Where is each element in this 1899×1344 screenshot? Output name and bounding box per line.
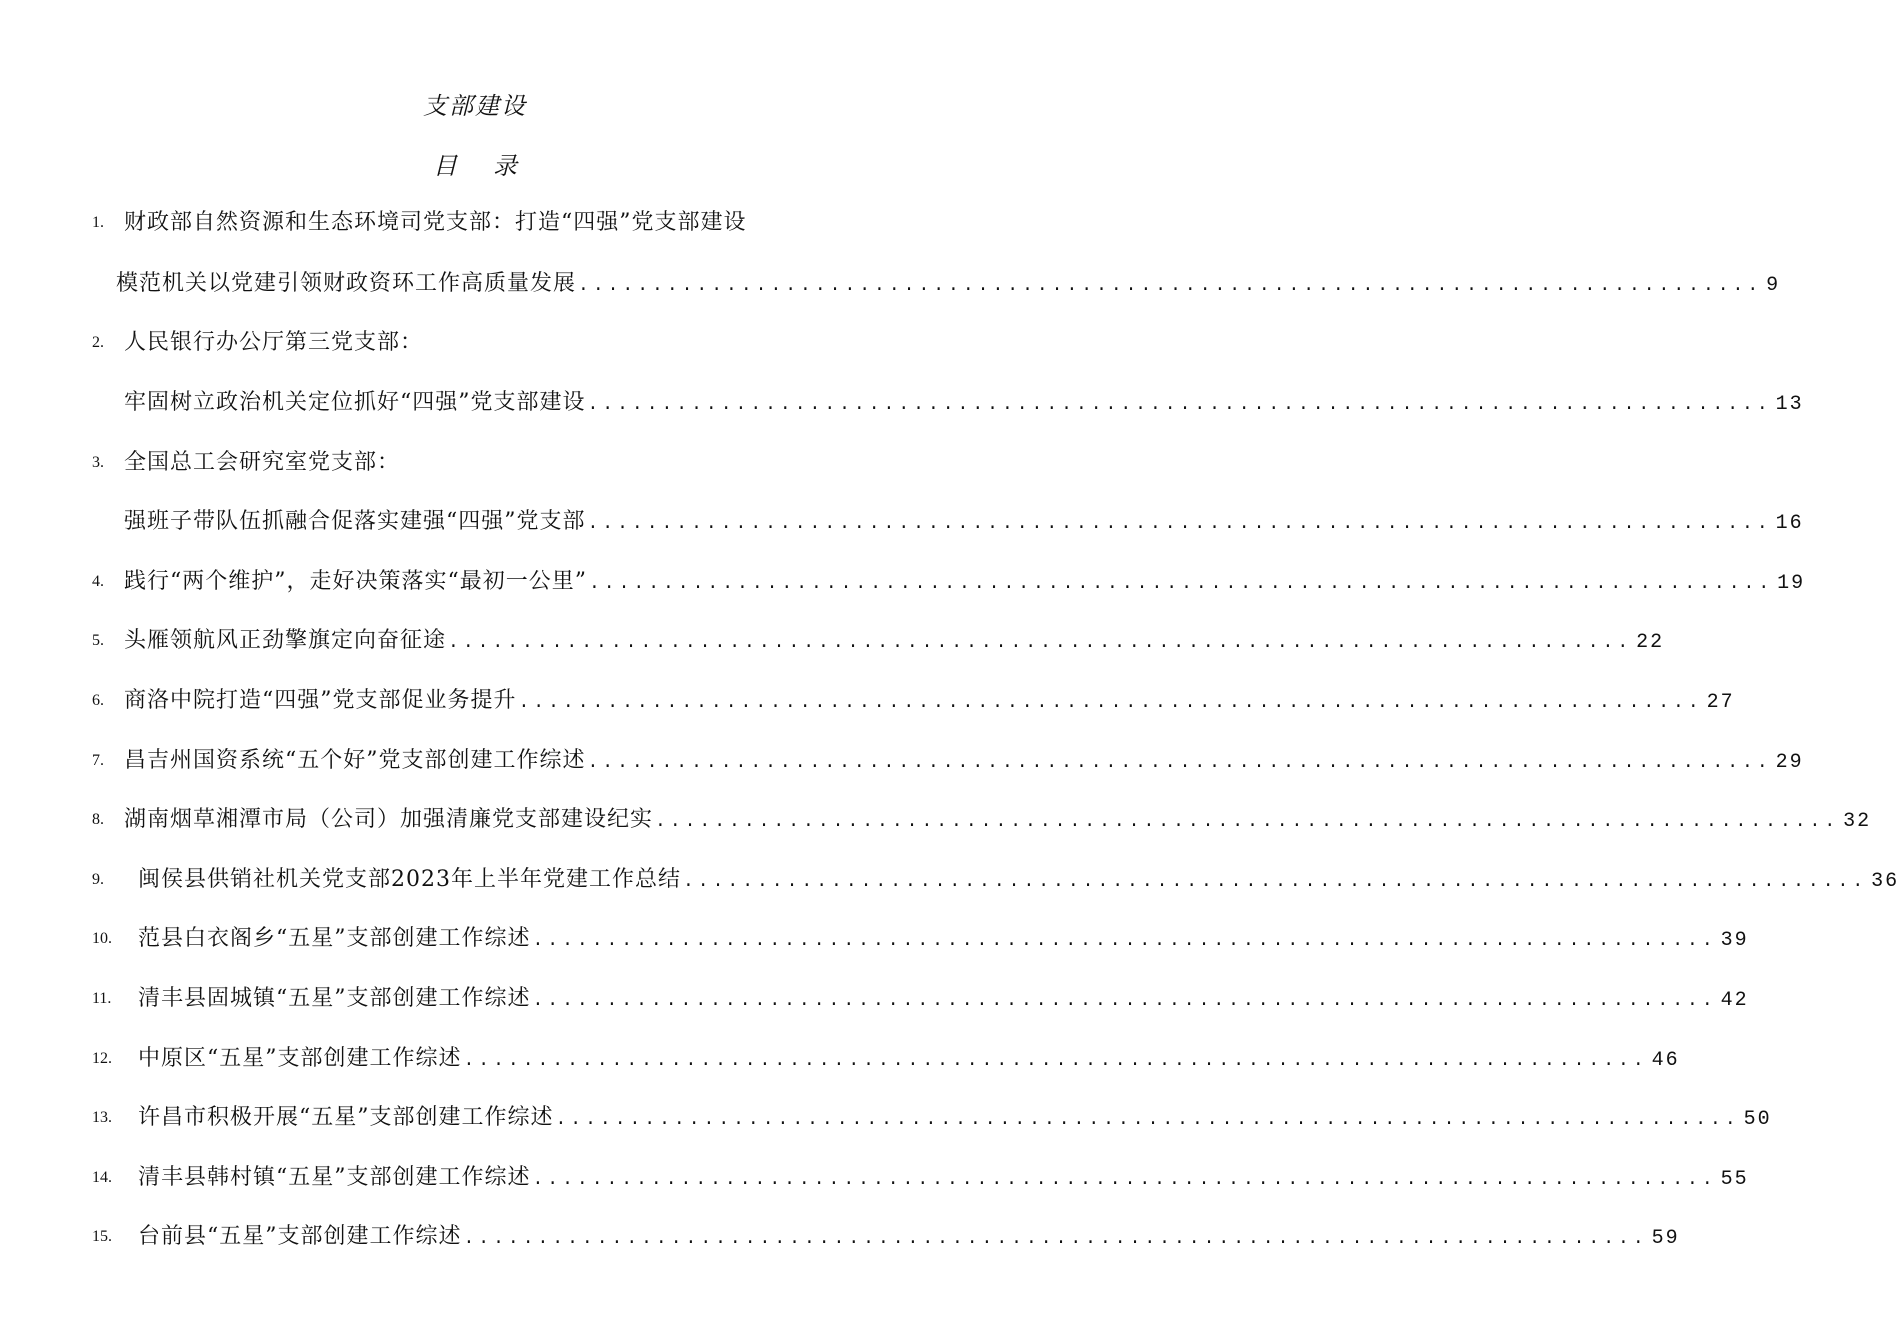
toc-number: 3. bbox=[92, 454, 104, 471]
toc-title: 商洛中院打造“四强”党支部促业务提升 bbox=[124, 688, 517, 713]
toc-page-number: 19 bbox=[1777, 572, 1806, 595]
toc-leader: ................................................................................ bbox=[587, 514, 1772, 534]
toc-title: 牢固树立政治机关定位抓好“四强”党支部建设 bbox=[124, 390, 586, 415]
toc-row bbox=[138, 979, 1749, 1019]
toc-row bbox=[138, 860, 1899, 900]
toc-title: 清丰县韩村镇“五星”支部创建工作综述 bbox=[138, 1165, 531, 1190]
toc-row bbox=[138, 919, 1749, 959]
toc-page-number: 32 bbox=[1843, 810, 1872, 833]
toc-row bbox=[124, 562, 1806, 602]
toc-number: 6. bbox=[92, 692, 104, 709]
toc-title-line1: 财政部自然资源和生态环境司党支部：打造“四强”党支部建设 bbox=[124, 210, 747, 235]
toc-title: 强班子带队伍抓融合促落实建强“四强”党支部 bbox=[124, 509, 586, 534]
toc-page-number: 27 bbox=[1706, 691, 1735, 714]
toc-leader: ................................................................................ bbox=[532, 931, 1717, 951]
doc-title: 支部建设 bbox=[423, 92, 527, 120]
toc-number: 2. bbox=[92, 334, 104, 351]
toc-page-number: 16 bbox=[1775, 512, 1804, 535]
toc-leader: ................................................................................ bbox=[532, 991, 1717, 1011]
toc-page-number: 42 bbox=[1720, 989, 1749, 1012]
toc-leader: ................................................................................ bbox=[587, 753, 1772, 773]
toc-leader: ................................................................................ bbox=[655, 812, 1840, 832]
toc-row bbox=[138, 1158, 1749, 1198]
toc-title: 台前县“五星”支部创建工作综述 bbox=[138, 1224, 462, 1249]
toc-title: 范县白衣阁乡“五星”支部创建工作综述 bbox=[138, 926, 531, 951]
toc-row bbox=[124, 800, 1872, 840]
toc-row bbox=[138, 1217, 1680, 1257]
toc-title: 践行“两个维护”，走好决策落实“最初一公里” bbox=[124, 569, 587, 594]
toc-title-line1: 人民银行办公厅第三党支部： bbox=[124, 330, 424, 355]
toc-page-number: 59 bbox=[1651, 1227, 1680, 1250]
toc-number: 1. bbox=[92, 214, 104, 231]
toc-number: 5. bbox=[92, 632, 104, 649]
toc-leader: ................................................................................ bbox=[683, 872, 1868, 892]
toc-leader: ................................................................................ bbox=[589, 574, 1774, 594]
toc-title: 中原区“五星”支部创建工作综述 bbox=[138, 1046, 462, 1071]
toc-title: 湖南烟草湘潭市局（公司）加强清廉党支部建设纪实 bbox=[124, 807, 654, 832]
toc-heading-left: 目 bbox=[433, 152, 457, 180]
toc-number: 7. bbox=[92, 752, 104, 769]
toc-leader: ................................................................................ bbox=[555, 1110, 1740, 1130]
toc-page-number: 39 bbox=[1720, 929, 1749, 952]
toc-number: 11. bbox=[92, 990, 112, 1007]
toc-page-number: 46 bbox=[1651, 1049, 1680, 1072]
toc-heading bbox=[0, 146, 950, 181]
toc-row bbox=[138, 1039, 1680, 1079]
toc-leader: ................................................................................ bbox=[587, 395, 1772, 415]
toc-page-number: 9 bbox=[1766, 274, 1781, 297]
toc-leader: ................................................................................ bbox=[463, 1229, 1648, 1249]
toc-leader: ................................................................................ bbox=[518, 693, 1703, 713]
toc-title: 许昌市积极开展“五星”支部创建工作综述 bbox=[138, 1105, 554, 1130]
toc-page-number: 55 bbox=[1720, 1168, 1749, 1191]
toc-page-number: 29 bbox=[1775, 751, 1804, 774]
toc-title: 头雁领航风正劲擎旗定向奋征途 bbox=[124, 628, 447, 653]
toc-number: 13. bbox=[92, 1109, 112, 1126]
toc-number: 10. bbox=[92, 930, 112, 947]
toc-number: 14. bbox=[92, 1169, 112, 1186]
toc-number: 9. bbox=[92, 871, 104, 888]
toc-number: 8. bbox=[92, 811, 104, 828]
toc-leader: ................................................................................ bbox=[463, 1051, 1648, 1071]
toc-row bbox=[124, 502, 1804, 542]
toc-number: 4. bbox=[92, 573, 104, 590]
toc-number: 12. bbox=[92, 1050, 112, 1067]
toc-leader: ................................................................................ bbox=[532, 1170, 1717, 1190]
toc-page-number: 50 bbox=[1743, 1108, 1772, 1131]
toc-title: 清丰县固城镇“五星”支部创建工作综述 bbox=[138, 986, 531, 1011]
toc-row bbox=[124, 681, 1735, 721]
toc-row bbox=[116, 264, 1781, 304]
toc-title-line1: 全国总工会研究室党支部： bbox=[124, 450, 401, 475]
toc-page-number: 36 bbox=[1871, 870, 1899, 893]
toc-heading-right: 录 bbox=[493, 152, 517, 180]
toc-page-number: 13 bbox=[1775, 393, 1804, 416]
toc-leader: ................................................................................ bbox=[448, 633, 1633, 653]
toc-title: 闽侯县供销社机关党支部2023年上半年党建工作总结 bbox=[138, 867, 681, 892]
toc-number: 15. bbox=[92, 1228, 112, 1245]
toc-row bbox=[124, 741, 1804, 781]
toc-leader: ................................................................................ bbox=[578, 276, 1763, 296]
toc-title: 昌吉州国资系统“五个好”党支部创建工作综述 bbox=[124, 748, 586, 773]
toc-row bbox=[124, 383, 1804, 423]
toc-row bbox=[124, 621, 1665, 661]
toc-row bbox=[138, 1098, 1772, 1138]
toc-title: 模范机关以党建引领财政资环工作高质量发展 bbox=[116, 271, 577, 296]
toc-page-number: 22 bbox=[1636, 631, 1665, 654]
